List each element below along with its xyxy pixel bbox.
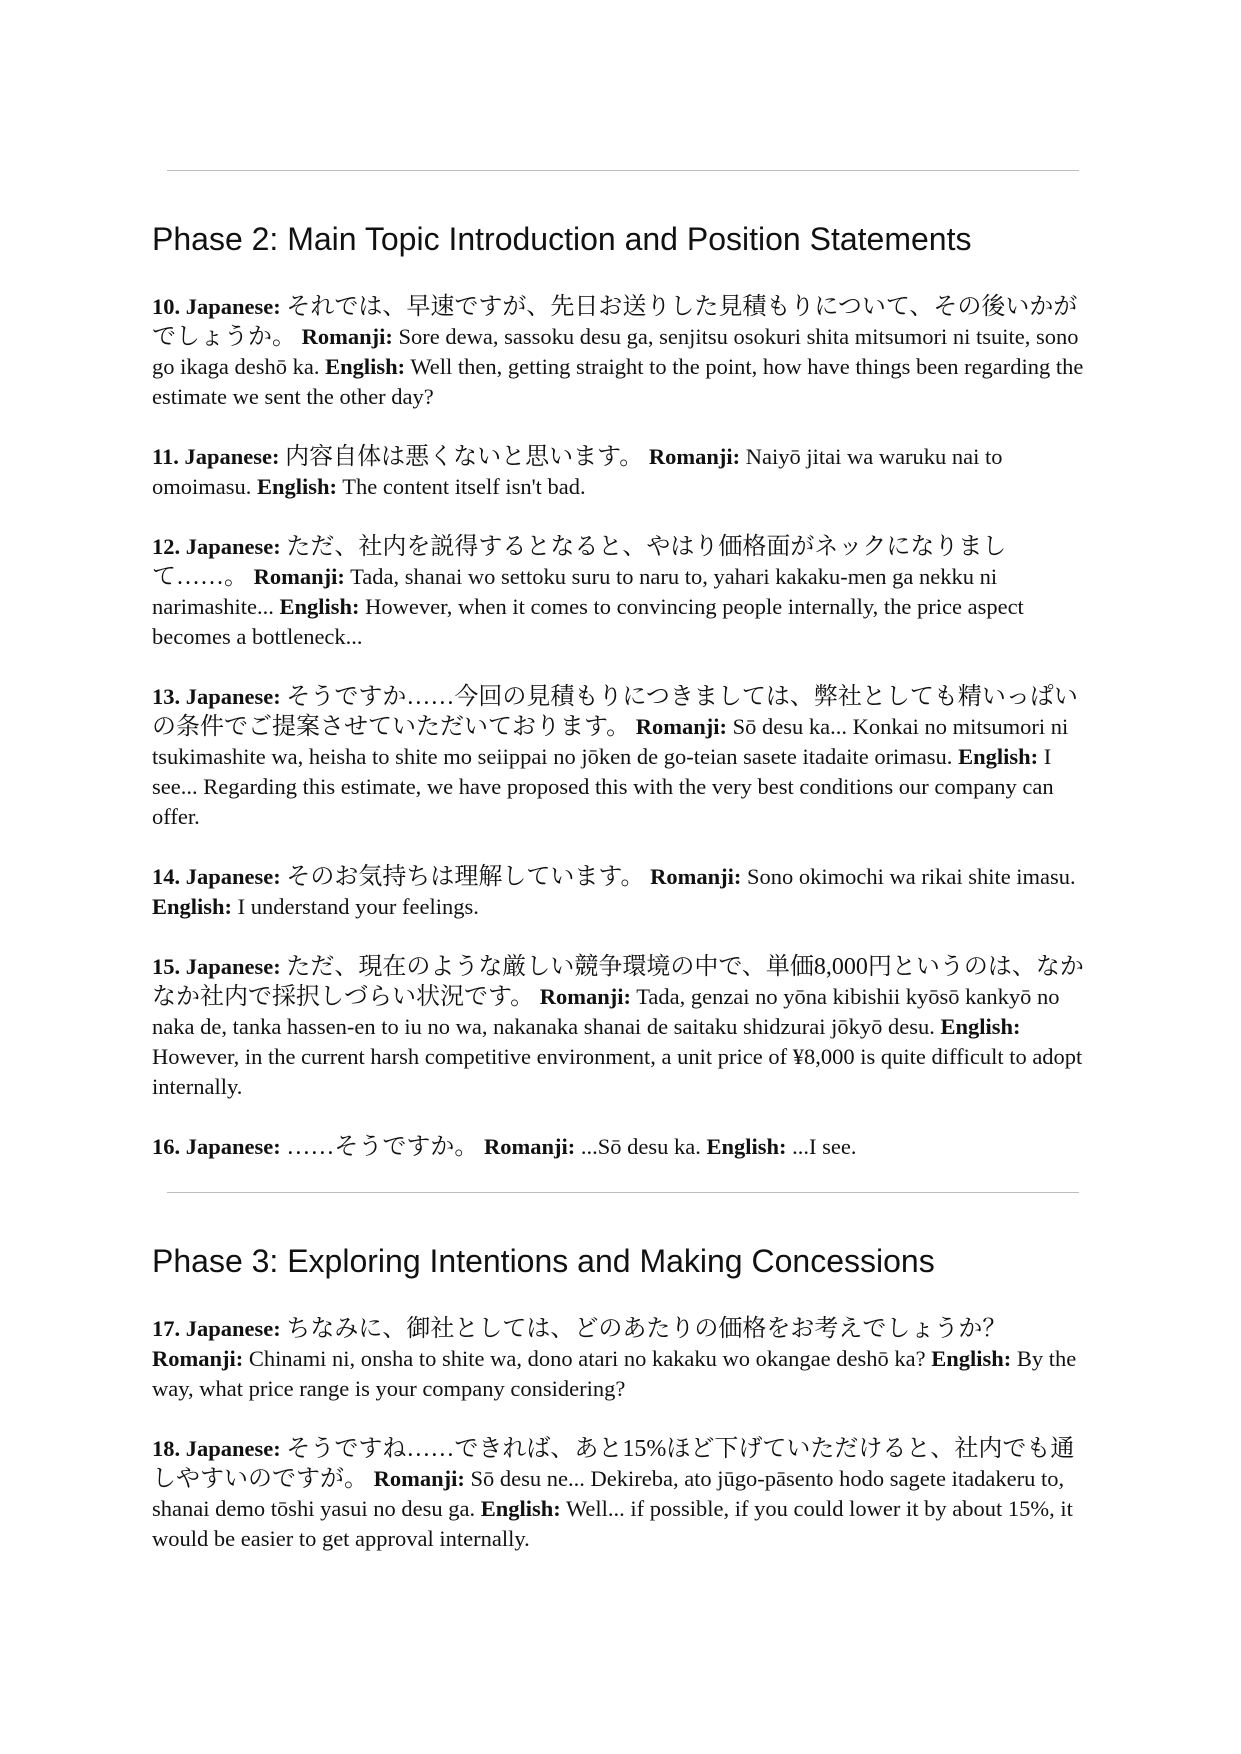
dialogue-entry xyxy=(152,1314,1092,1404)
section-heading: Phase 2: Main Topic Introduction and Position Statements xyxy=(152,221,972,257)
english-text: However, when it comes to convincing people internally, the price aspect becomes a bottleneck... xyxy=(152,594,1024,649)
english-text: Well then, getting straight to the point, how have things been regarding the estimate we sent the other day? xyxy=(152,354,1084,409)
japanese-label: Japanese: xyxy=(185,1134,281,1159)
english-text: By the way, what price range is your company considering? xyxy=(152,1346,1077,1401)
japanese-text: 内容自体は悪くないと思います。 xyxy=(285,444,644,470)
japanese-text: ただ、社内を説得するとなると、やはり価格面がネックになりまして……。 xyxy=(152,534,1007,590)
dialogue-entry xyxy=(152,682,1092,832)
english-text: Well... if possible, if you could lower it by about 15%, it would be easier to get approval internally. xyxy=(152,1496,1073,1551)
dialogue-entry xyxy=(152,952,1092,1102)
romanji-label: Romanji: xyxy=(152,1346,244,1371)
japanese-text: ただ、現在のような厳しい競争環境の中で、単価8,000円というのは、なかなか社内で採択しづらい状況です。 xyxy=(152,954,1084,1010)
english-text: I understand your feelings. xyxy=(237,894,479,919)
dialogue-entry xyxy=(152,532,1092,652)
japanese-text: それでは、早速ですが、先日お送りした見積もりについて、その後いかがでしょうか。 xyxy=(152,294,1078,350)
romanji-label: Romanji: xyxy=(253,564,345,589)
japanese-text: ちなみに、御社としては、どのあたりの価格をお考えでしょうか？ xyxy=(286,1316,1007,1342)
japanese-text: そうですね……できれば、あと15%ほど下げていただけると、社内でも通しやすいのですが。 xyxy=(152,1436,1075,1492)
japanese-label: Japanese: xyxy=(185,864,281,889)
english-label: English: xyxy=(958,744,1039,769)
entry-number: 11. xyxy=(152,444,179,469)
japanese-label: Japanese: xyxy=(185,534,281,559)
entry-number: 13. xyxy=(152,684,181,709)
entry-number: 14. xyxy=(152,864,181,889)
romanji-label: Romanji: xyxy=(301,324,393,349)
dialogue-entry xyxy=(152,1434,1092,1554)
japanese-label: Japanese: xyxy=(185,294,281,319)
romanji-text: Tada, genzai no yōna kibishii kyōsō kankyō no naka de, tanka hassen-en to iu no wa, nakanaka shanai de saitaku shidzurai jōkyō desu. xyxy=(152,984,1060,1039)
romanji-label: Romanji: xyxy=(648,444,741,469)
entry-number: 16. xyxy=(152,1134,181,1159)
document-content xyxy=(152,170,1092,1554)
english-label: English: xyxy=(940,1014,1021,1039)
entry-number: 12. xyxy=(152,534,181,559)
romanji-label: Romanji: xyxy=(650,864,742,889)
romanji-label: Romanji: xyxy=(373,1466,465,1491)
dialogue-entry xyxy=(152,862,1092,922)
romanji-text: Sō desu ka... Konkai no mitsumori ni tsukimashite wa, heisha to shite mo seiippai no jōken de go-teian sasete itadaite orimasu. xyxy=(152,714,1069,769)
entry-number: 10. xyxy=(152,294,181,319)
japanese-label: Japanese: xyxy=(185,1316,281,1341)
english-text: I see... Regarding this estimate, we have proposed this with the very best conditions our company can offer. xyxy=(152,744,1054,829)
japanese-label: Japanese: xyxy=(185,954,281,979)
romanji-text: Sono okimochi wa rikai shite imasu. xyxy=(746,864,1076,889)
english-label: English: xyxy=(480,1496,561,1521)
section-divider xyxy=(167,170,1079,171)
romanji-label: Romanji: xyxy=(635,714,727,739)
section-divider xyxy=(167,1192,1079,1193)
dialogue-entry xyxy=(152,442,1092,502)
entry-number: 18. xyxy=(152,1436,181,1461)
english-label: English: xyxy=(257,474,338,499)
english-text: The content itself isn't bad. xyxy=(342,474,586,499)
dialogue-entry xyxy=(152,292,1092,412)
romanji-text: Sore dewa, sassoku desu ga, senjitsu osokuri shita mitsumori ni tsuite, sono go ikaga deshō ka. xyxy=(152,324,1079,379)
romanji-text: ...Sō desu ka. xyxy=(580,1134,701,1159)
english-label: English: xyxy=(325,354,406,379)
english-label: English: xyxy=(152,894,233,919)
romanji-label: Romanji: xyxy=(539,984,631,1009)
romanji-text: Sō desu ne... Dekireba, ato jūgo-pāsento hodo sagete itadakeru to, shanai demo tōshi yasui no desu ga. xyxy=(152,1466,1065,1521)
japanese-text: そうですか……今回の見積もりにつきましては、弊社としても精いっぱいの条件でご提案させていただいております。 xyxy=(152,684,1078,740)
english-text: ...I see. xyxy=(792,1134,857,1159)
entry-number: 15. xyxy=(152,954,181,979)
romanji-text: Chinami ni, onsha to shite wa, dono atari no kakaku wo okangae deshō ka? xyxy=(248,1346,926,1371)
romanji-text: Tada, shanai wo settoku suru to naru to, yahari kakaku-men ga nekku ni narimashite... xyxy=(152,564,998,619)
english-label: English: xyxy=(931,1346,1012,1371)
japanese-text: ……そうですか。 xyxy=(286,1134,479,1160)
romanji-text: Naiyō jitai wa waruku nai to omoimasu. xyxy=(152,444,1003,499)
entry-number: 17. xyxy=(152,1316,181,1341)
japanese-label: Japanese: xyxy=(184,444,280,469)
japanese-label: Japanese: xyxy=(185,1436,281,1461)
japanese-label: Japanese: xyxy=(185,684,281,709)
japanese-text: そのお気持ちは理解しています。 xyxy=(286,864,645,890)
english-label: English: xyxy=(706,1134,787,1159)
section-heading: Phase 3: Exploring Intentions and Making Concessions xyxy=(152,1243,935,1279)
romanji-label: Romanji: xyxy=(484,1134,576,1159)
english-text: However, in the current harsh competitive environment, a unit price of ¥8,000 is quite difficult to adopt internally. xyxy=(152,1044,1083,1099)
english-label: English: xyxy=(279,594,360,619)
dialogue-entry xyxy=(152,1132,1092,1162)
